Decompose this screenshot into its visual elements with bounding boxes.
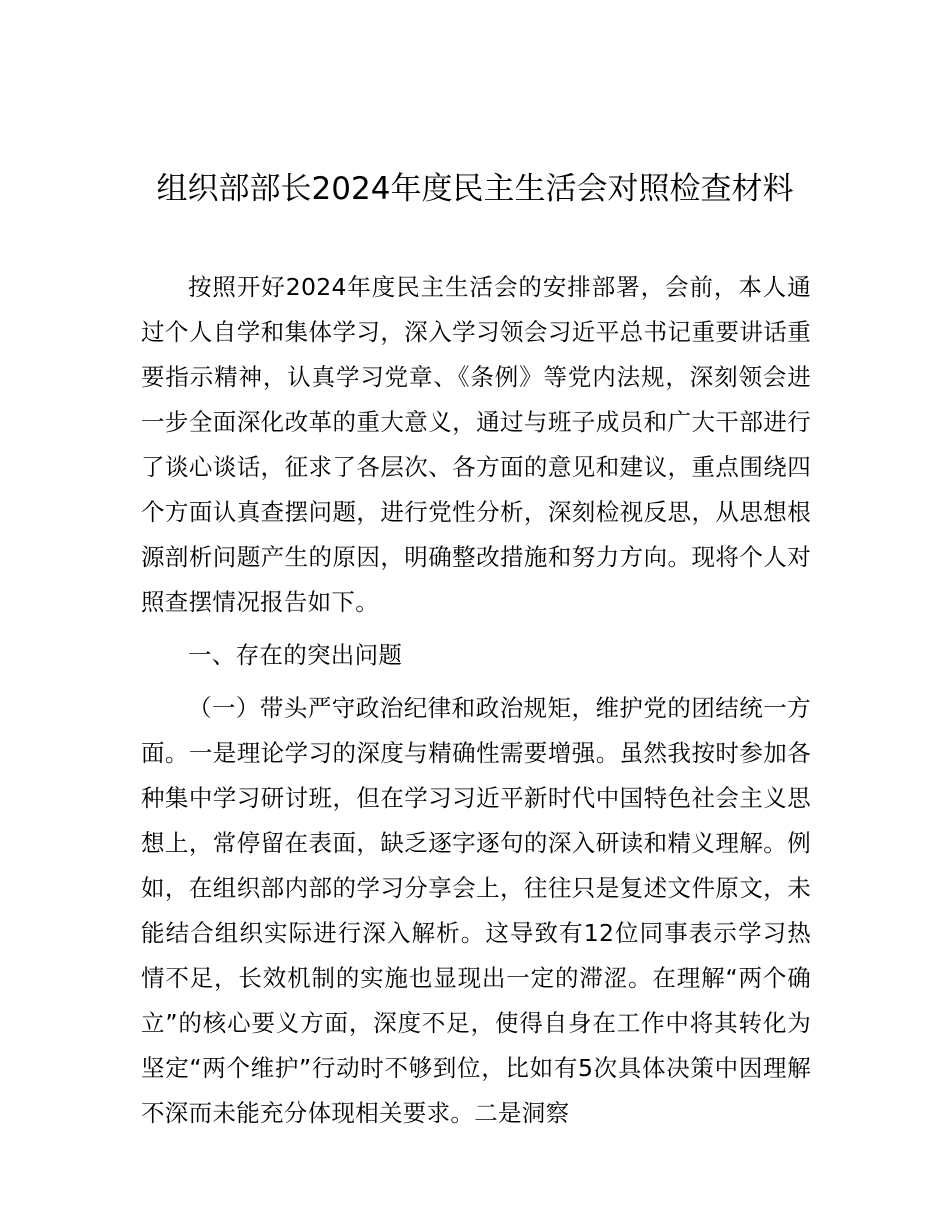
section-heading: 一、存在的突出问题 [188,641,403,669]
document-title: 组织部部长2024年度民主生活会对照检查材料 [156,171,794,207]
intro-paragraph: 按照开好2024年度民主生活会的安排部署，会前，本人通过个人自学和集体学习，深入学习领会习近平总书记重要讲话重要指示精神，认真学习党章、《条例》等党内法规，深刻领会进一步全面深化改革的重大意义，通过与班子成员和广大干部进行了谈心谈话，征求了各层次、各方面的意见和建议，重点围绕四个方面认真查摆问题，进行党性分析，深刻检视反思，从思想根源剖析问题产生的原因，明确整改措施和努力方向。现将个人对照查摆情况报告如下。 [141,273,811,616]
document-body [141,265,811,1136]
body-paragraph: （一）带头严守政治纪律和政治规矩，维护党的团结统一方面。一是理论学习的深度与精确性需要增强。虽然我按时参加各种集中学习研讨班，但在学习习近平新时代中国特色社会主义思想上，常停留在表面，缺乏逐字逐句的深入研读和精义理解。例如，在组织部内部的学习分享会上，往往只是复述文件原文，未能结合组织实际进行深入解析。这导致有12位同事表示学习热情不足，长效机制的实施也显现出一定的滞涩。在理解“两个确立”的核心要义方面，深度不足，使得自身在工作中将其转化为坚定“两个维护”行动时不够到位，比如有5次具体决策中因理解不深而未能充分体现相关要求。二是洞察 [141,694,811,1127]
